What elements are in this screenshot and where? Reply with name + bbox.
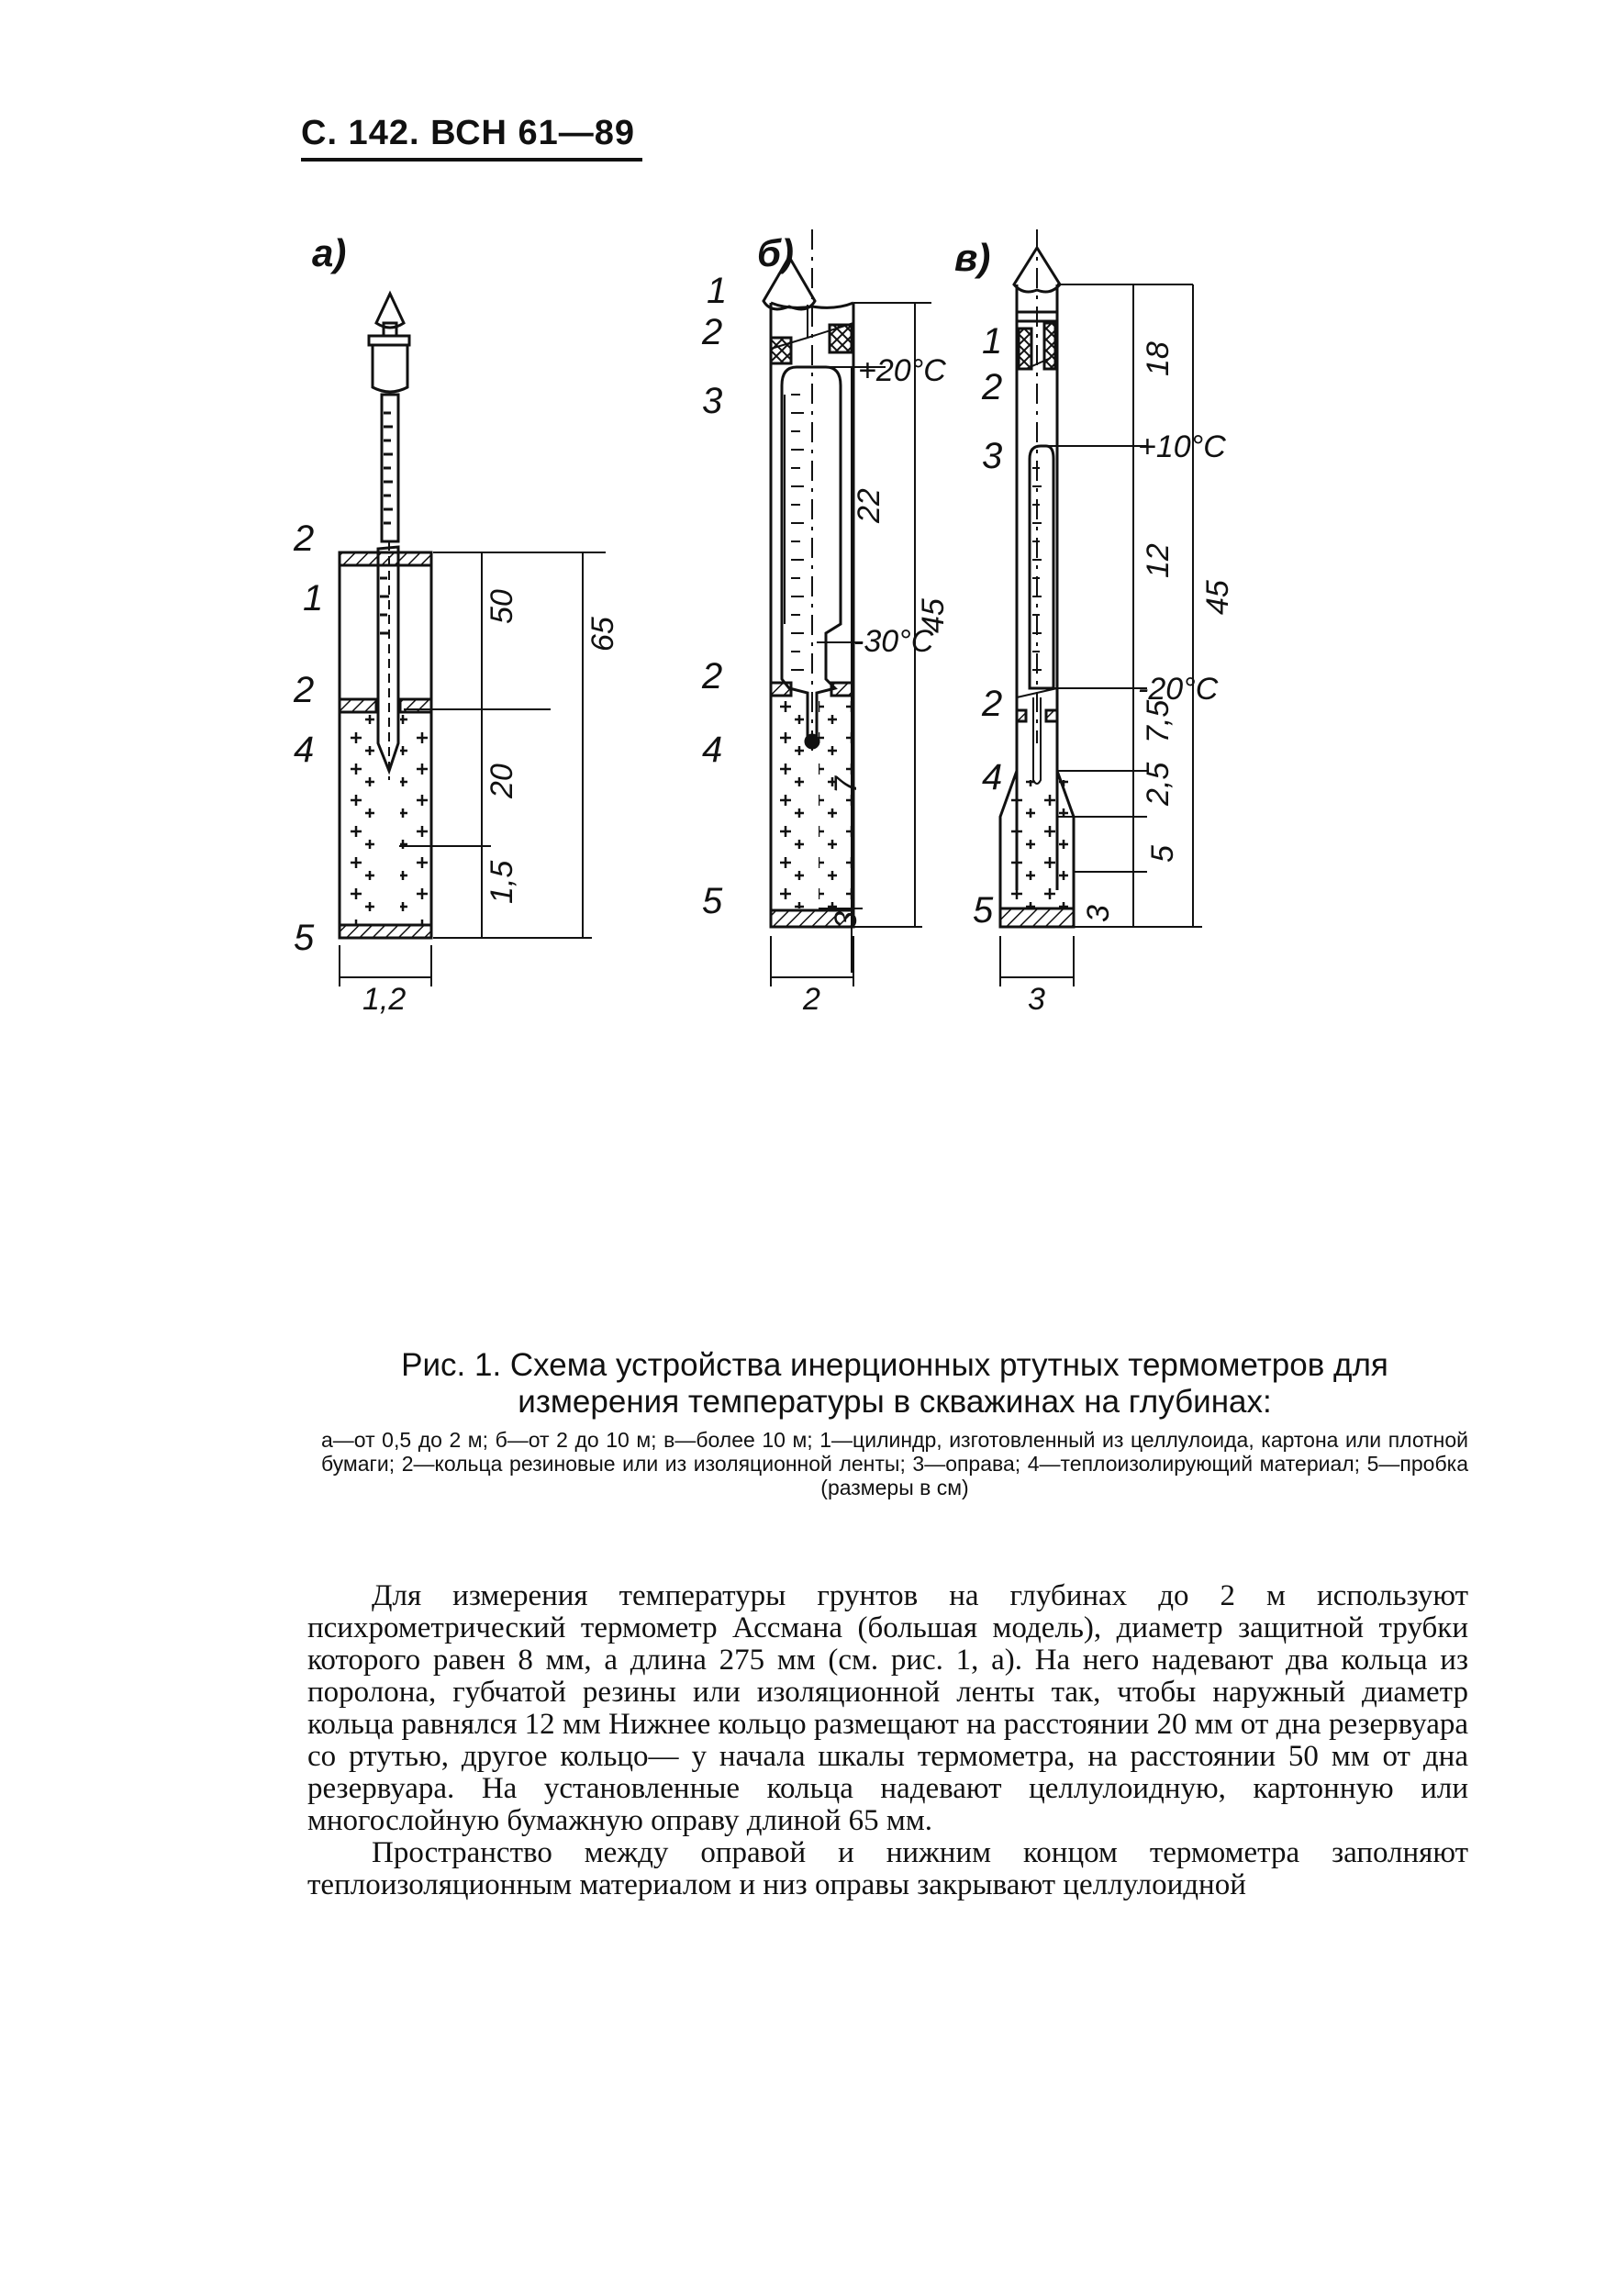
dim-c-5: 5 [1145,845,1180,863]
temp-b-plus20: +20°С [858,353,946,388]
dim-c-12: 12 [1141,543,1176,578]
temp-b-minus30: -30°С [853,624,934,659]
dim-c-2-5: 2,5 [1141,762,1176,806]
dim-c-3: 3 [1081,905,1116,922]
dim-a-65: 65 [585,617,620,652]
label-b-5: 5 [702,881,723,921]
label-a-1: 1 [303,578,324,619]
page-header: С. 142. ВСН 61—89 [301,114,636,152]
dim-b-3: 3 [829,911,864,929]
temp-c-plus10: +10°С [1138,429,1226,464]
label-b-4: 4 [702,730,723,770]
paragraph-2: Пространство между оправой и нижним концом термометра заполняют теплоизоляционным материалом и низ оправы закрывают целлулоидной [307,1836,1468,1901]
dim-b-22: 22 [852,488,886,523]
subfig-b-label: б) [757,231,794,274]
label-a-2-top: 2 [294,518,315,559]
label-a-4: 4 [294,730,315,770]
paragraph-1: Для измерения температуры грунтов на глубинах до 2 м используют психрометрический термометр Ассмана (большая модель), диаметр защитной трубки которого равен 8 мм, а длина 275 мм (см. рис. 1, а). На него надевают два кольца из поролона, губчатой резины или изоляционной ленты так, чтобы наружный диаметр кольца равнялся 12 мм Нижнее кольцо размещают на расстоянии 20 мм от дна резервуара со ртутью, другое кольцо— у начала шкалы термометра, на расстоянии 50 мм от дна резервуара. На установленные кольца надевают целлулоидную, картонную или многослойную бумажную оправу длиной 65 мм. [307,1579,1468,1837]
label-c-5: 5 [973,890,994,931]
dim-b-2: 2 [803,982,820,1017]
caption-title: Рис. 1. Схема устройства инерционных ртутных термометров для измерения температуры в скважинах на глубинах: [401,1347,1388,1420]
temp-c-minus20: -20°С [1138,672,1219,707]
dim-c-45: 45 [1200,580,1235,615]
subfigure-a-drawing [340,294,606,986]
dim-a-20: 20 [485,763,519,798]
dim-c-7-5: 7,5 [1141,699,1176,743]
dim-c-3-width: 3 [1028,982,1045,1017]
dim-b-7: 7 [829,776,864,794]
dim-a-1-5: 1,5 [485,860,519,904]
subfigure-b-drawing [763,229,931,986]
label-b-2-top: 2 [702,312,723,352]
header-underline [301,158,642,162]
label-b-2-low: 2 [702,656,723,697]
caption-legend: а—от 0,5 до 2 м; б—от 2 до 10 м; в—более 10 м; 1—цилиндр, изготовленный из целлулоида, картона или плотной бумаги; 2—кольца резиновые или из изоляционной ленты; 3—оправа; 4—теплоизолирующий материал; 5—пробка (размеры в см) [321,1428,1468,1499]
dim-a-50: 50 [485,589,519,624]
label-c-3: 3 [982,436,1003,476]
label-c-1: 1 [982,321,1003,362]
subfig-c-label: в) [954,236,991,279]
figure-caption [321,1347,1468,1499]
dim-a-1-2: 1,2 [362,982,407,1017]
dim-b-45: 45 [916,598,951,633]
label-a-5: 5 [294,918,315,958]
label-a-2-mid: 2 [294,670,315,710]
label-c-2-low: 2 [982,684,1003,724]
body-text [307,1580,1468,1901]
subfig-a-label: а) [312,231,347,274]
label-b-1: 1 [707,271,728,311]
label-c-4: 4 [982,757,1003,797]
label-c-2-top: 2 [982,367,1003,407]
thermometer-figure [275,229,1487,1303]
label-b-3: 3 [702,381,723,421]
dim-c-18: 18 [1141,341,1176,376]
